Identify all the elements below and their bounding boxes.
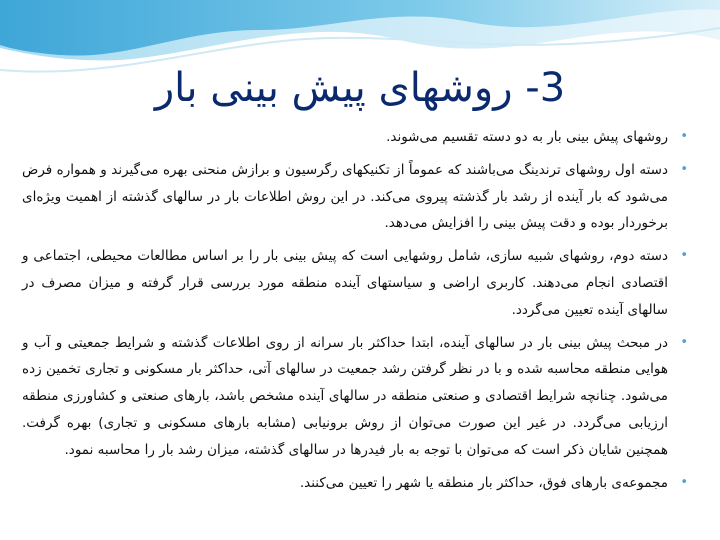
slide-body (22, 124, 688, 540)
list-item-text: روشهای پیش بینی بار به دو دسته تقسیم می‌شوند. (386, 129, 668, 145)
list-item-text: دسته دوم، روشهای شبیه سازی، شامل روشهایی است که پیش بینی بار را بر اساس مطالعات محیطی، اجتماعی و اقتصادی انجام می‌دهند. کاربری اراضی و سیاستهای آینده منطقه مورد بررسی قرار گرفته و میزان مصرف در سالهای آینده تعیین می‌گردد. (22, 248, 668, 318)
list-item (22, 470, 688, 497)
bullet-icon: • (680, 161, 688, 177)
list-item (22, 243, 688, 323)
bullet-icon: • (680, 474, 688, 490)
list-item-text: دسته اول روشهای ترندینگ می‌باشند که عموماً از تکنیکهای رگرسیون و برازش منحنی بهره می‌گیرند و همواره فرض می‌شود که بار آینده از رشد بار گذشته پیروی می‌کند. در این روش اطلاعات بار در سالهای گذشته از اهمیت ویژه‌ای برخوردار بوده و دقت پیش بینی را افزایش می‌دهد. (22, 161, 668, 232)
slide-title: 3- روشهای پیش بینی بار (154, 65, 566, 111)
list-item (22, 124, 688, 151)
bullet-icon: • (680, 248, 688, 264)
list-item (22, 157, 688, 237)
list-item-text: در مبحث پیش بینی بار در سالهای آینده، ابتدا حداکثر بار سرانه از روی اطلاعات گذشته و شرایط جمعیتی و آب و هوایی منطقه محاسبه شده و با در نظر گرفتن رشد جمعیت در سالهای آتی، حداکثر بار مسکونی و تجاری تخمین زده می‌شود. چنانچه شرایط اقتصادی و صنعتی منطقه در سالهای آینده مشخص باشد، بارهای صنعتی و کشاورزی منطقه ارزیابی می‌گردد. در غیر این صورت می‌توان از روش برونیابی (مشابه بارهای مسکونی و تجاری) بهره گرفت. همچنین شایان ذکر است که می‌توان با توجه به بار فیدرها در سالهای گذشته، میزان رشد بار را محاسبه نمود. (22, 334, 668, 458)
bullet-icon: • (680, 334, 688, 350)
bullet-icon: • (680, 129, 688, 144)
list-item-text: مجموعه‌ی بارهای فوق، حداکثر بار منطقه یا شهر را تعیین می‌کنند. (299, 474, 668, 491)
list-item (22, 330, 688, 464)
